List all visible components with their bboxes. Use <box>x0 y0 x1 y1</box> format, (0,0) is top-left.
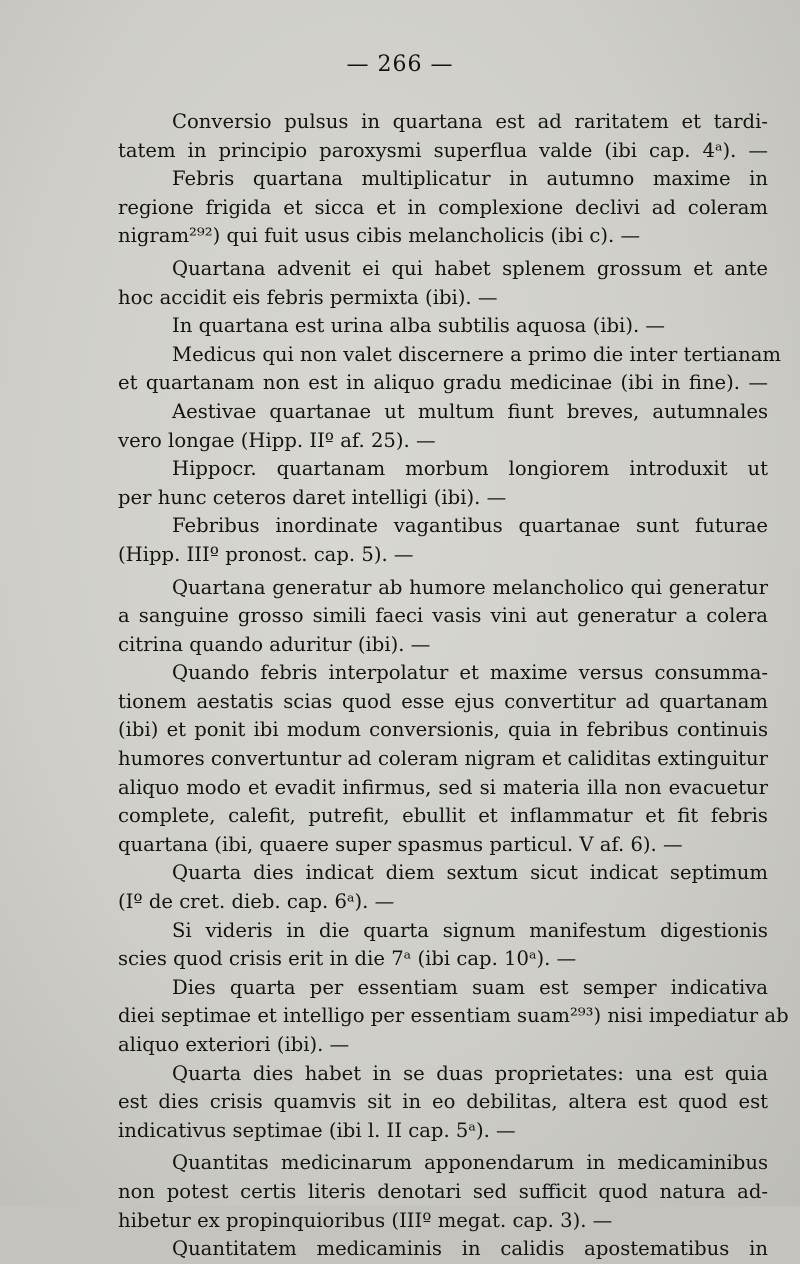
text-line: Quantitatem medicaminis in calidis apostematibus in <box>172 1237 768 1261</box>
text-line: nigram²⁹²) qui fuit usus cibis melancholicis (ibi c). — <box>118 224 641 248</box>
text-line: Febribus inordinate vagantibus quartanae sunt futurae <box>172 514 768 538</box>
text-line: Febris quartana multiplicatur in autumno maxime in <box>172 167 768 191</box>
text-line: Quarta dies indicat diem sextum sicut indicat septimum <box>172 861 768 885</box>
text-line: hibetur ex propinquioribus (IIIº megat. cap. 3). — <box>118 1208 613 1232</box>
text-line: (Iº de cret. dieb. cap. 6ᵃ). — <box>118 890 395 914</box>
text-line: est dies crisis quamvis sit in eo debilitas, altera est quod est <box>118 1090 768 1114</box>
text-line: Quartana generatur ab humore melancholico qui generatur <box>172 575 768 599</box>
text-line: (Hipp. IIIº pronost. cap. 5). — <box>118 542 414 566</box>
text-line: aliquo exteriori (ibi). — <box>118 1033 350 1056</box>
text-line: scies quod crisis erit in die 7ᵃ (ibi cap. 10ᵃ). — <box>118 947 577 971</box>
text-line: Quando febris interpolatur et maxime versus consumma- <box>172 661 768 685</box>
text-line: Dies quarta per essentiam suam est semper indicativa <box>172 975 768 999</box>
text-block <box>118 108 789 1264</box>
text-line: indicativus septimae (ibi l. II cap. 5ᵃ). — <box>118 1118 516 1142</box>
text-line: regione frigida et sicca et in complexione declivi ad coleram <box>118 195 768 219</box>
text-line: (ibi) et ponit ibi modum conversionis, quia in febribus continuis <box>118 718 768 742</box>
text-line: Conversio pulsus in quartana est ad raritatem et tardi- <box>172 110 768 133</box>
text-line: Quarta dies habet in se duas proprietates: una est quia <box>172 1061 768 1085</box>
text-line: et quartanam non est in aliquo gradu medicinae (ibi in fine). — <box>118 371 768 395</box>
text-line: Quartana advenit ei qui habet splenem grossum et ante <box>172 256 768 280</box>
text-line: Quantitas medicinarum apponendarum in medicaminibus <box>172 1151 768 1175</box>
text-line: tionem aestatis scias quod esse ejus convertitur ad quartanam <box>118 689 768 713</box>
text-line: quartana (ibi, quaere super spasmus particul. V af. 6). — <box>118 832 683 856</box>
text-line: a sanguine grosso simili faeci vasis vini aut generatur a colera <box>118 604 768 628</box>
text-line: Hippocr. quartanam morbum longiorem introduxit ut <box>172 457 768 481</box>
text-line: diei septimae et intelligo per essentiam suam²⁹³) nisi impediatur ab <box>118 1004 789 1028</box>
text-line: per hunc ceteros daret intelligi (ibi). — <box>118 485 507 509</box>
text-line: Aestivae quartanae ut multum fiunt breves, autumnales <box>172 399 768 423</box>
text-line: complete, calefit, putrefit, ebullit et inflammatur et fit febris <box>118 804 768 828</box>
text-line: citrina quando aduritur (ibi). — <box>118 632 431 656</box>
text-line: Medicus qui non valet discernere a primo die inter tertianam <box>172 342 781 366</box>
text-line: non potest certis literis denotari sed sufficit quod natura ad- <box>118 1179 768 1203</box>
text-line: hoc accidit eis febris permixta (ibi). — <box>118 285 498 309</box>
text-line: aliquo modo et evadit infirmus, sed si materia illa non evacuetur <box>118 775 768 799</box>
text-line: vero longae (Hipp. IIº af. 25). — <box>118 428 436 452</box>
page-number: — 266 — <box>346 52 454 77</box>
text-line: humores convertuntur ad coleram nigram et caliditas extinguitur <box>118 747 768 771</box>
text-line: Si videris in die quarta signum manifestum digestionis <box>172 918 768 942</box>
text-line: tatem in principio paroxysmi superflua valde (ibi cap. 4ᵃ). — <box>118 138 768 162</box>
text-line: In quartana est urina alba subtilis aquosa (ibi). — <box>172 314 666 338</box>
